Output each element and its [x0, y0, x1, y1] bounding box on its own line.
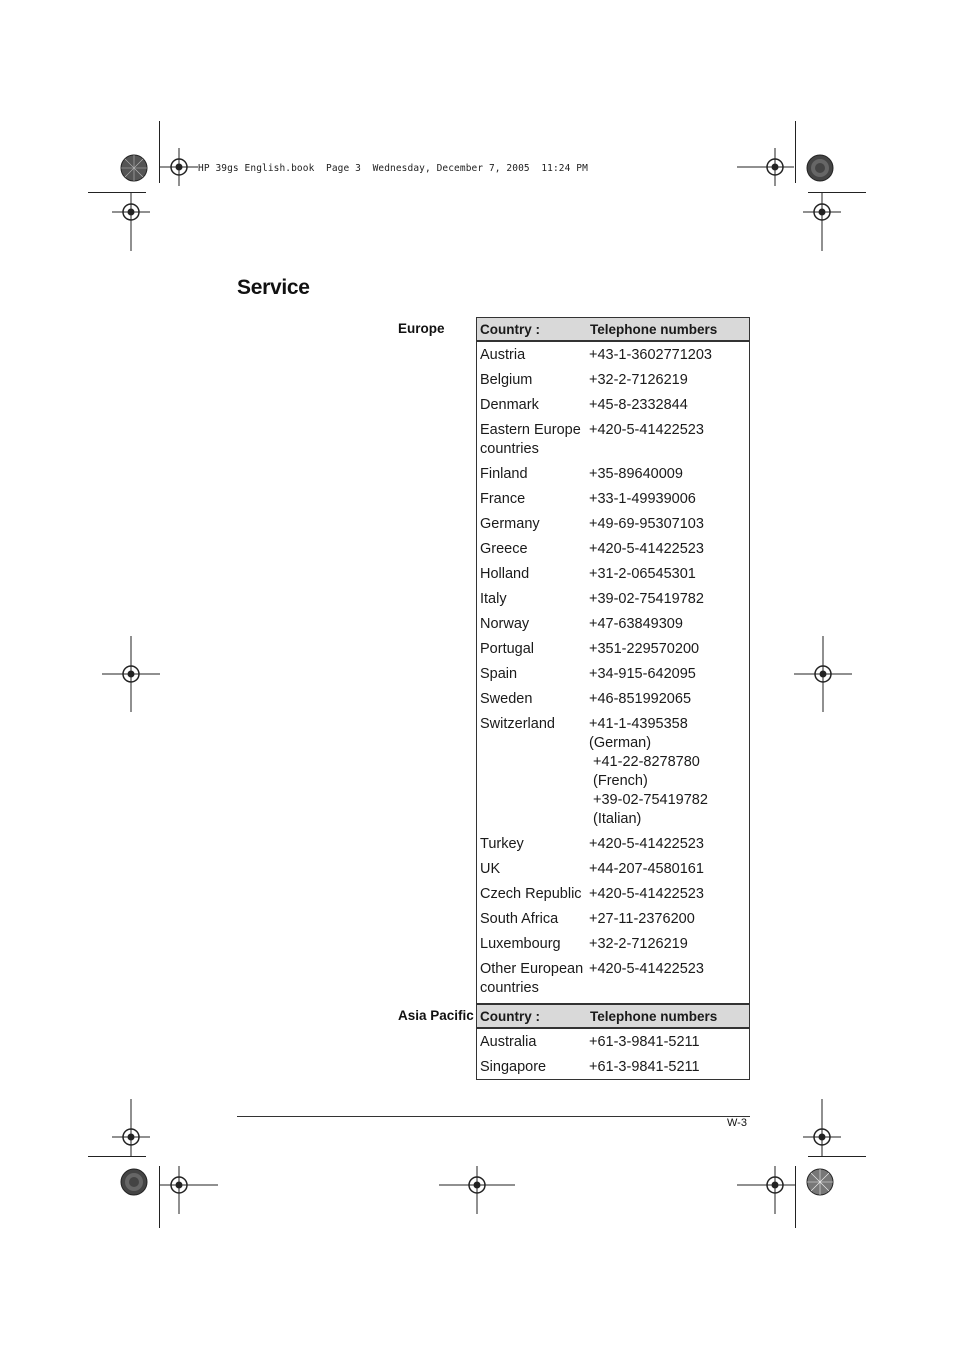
- country-cell: Greece: [480, 541, 528, 557]
- phone-cell: +47-63849309: [589, 616, 683, 632]
- country-cell: UK: [480, 861, 501, 877]
- country-cell: Turkey: [480, 836, 524, 852]
- table-row: [477, 465, 749, 490]
- registration-target-icon: [102, 636, 160, 712]
- phone-cell: +43-1-3602771203: [589, 347, 712, 363]
- country-cell: Portugal: [480, 641, 535, 657]
- country-cell: Austria: [480, 347, 526, 363]
- phone-cell: +39-02-75419782: [589, 591, 704, 607]
- registration-target-icon: [737, 1166, 795, 1214]
- country-cell: Sweden: [480, 691, 533, 707]
- country-cell: Belgium: [480, 372, 533, 388]
- registration-target-icon: [160, 1166, 218, 1214]
- table-row: [477, 1058, 749, 1083]
- phone-cell: +27-11-2376200: [589, 911, 695, 927]
- table-row: [477, 1033, 749, 1058]
- registration-target-icon: [803, 1099, 841, 1157]
- country-cell: Denmark: [480, 397, 539, 413]
- phone-cell: +32-2-7126219: [589, 372, 688, 388]
- color-disc-icon: [806, 154, 834, 182]
- registration-target-icon: [439, 1166, 515, 1214]
- table-row: [477, 910, 749, 935]
- phone-cell: +44-207-4580161: [589, 861, 704, 877]
- header-phone: Telephone numbers: [590, 322, 718, 337]
- phone-cell: +61-3-9841-5211: [589, 1034, 700, 1050]
- registration-target-icon: [756, 148, 794, 186]
- table-row: [477, 421, 749, 465]
- header-country: Country :: [480, 1009, 540, 1024]
- country-cell: France: [480, 491, 526, 507]
- table-row: [477, 540, 749, 565]
- header-phone: Telephone numbers: [590, 1009, 718, 1024]
- country-cell: Singapore: [480, 1059, 547, 1075]
- table-row: [477, 690, 749, 715]
- table-row: [477, 565, 749, 590]
- phone-cell: +45-8-2332844: [589, 397, 688, 413]
- country-cell: Finland: [480, 466, 528, 482]
- table-row: [477, 371, 749, 396]
- page-number: W-3: [727, 1117, 747, 1129]
- table-row: [477, 490, 749, 515]
- phone-cell: +31-2-06545301: [589, 566, 696, 582]
- table-row: [477, 860, 749, 885]
- table-row: [477, 590, 749, 615]
- europe-table: [476, 317, 750, 1004]
- registration-target-icon: [737, 148, 757, 186]
- table-header: [477, 1005, 749, 1028]
- phone-cell: +34-915-642095: [589, 666, 696, 682]
- europe-rows: [477, 346, 749, 1004]
- color-disc-icon: [120, 154, 148, 182]
- country-cell: Other European countries: [480, 961, 584, 996]
- region-label-asia-pacific: Asia Pacific: [398, 1008, 474, 1023]
- phone-cell: +420-5-41422523: [589, 961, 704, 977]
- phone-cell: +41-1-4395358 (German) +41-22-8278780 (French) +39-02-75419782 (Italian): [589, 716, 708, 827]
- table-row: [477, 615, 749, 640]
- header-country: Country :: [480, 322, 540, 337]
- country-cell: Australia: [480, 1034, 537, 1050]
- asia-pacific-rows: [477, 1033, 749, 1083]
- country-cell: Eastern Europe countries: [480, 422, 581, 457]
- table-row: [477, 640, 749, 665]
- region-label-europe: Europe: [398, 321, 445, 336]
- table-row: [477, 715, 749, 835]
- phone-cell: +33-1-49939006: [589, 491, 696, 507]
- phone-cell: +420-5-41422523: [589, 422, 704, 438]
- phone-cell: +32-2-7126219: [589, 936, 688, 952]
- table-header: [477, 318, 749, 341]
- phone-cell: +61-3-9841-5211: [589, 1059, 700, 1075]
- registration-target-icon: [160, 148, 198, 186]
- table-row: [477, 960, 749, 1004]
- registration-target-icon: [439, 1185, 440, 1186]
- registration-target-icon: [112, 1099, 150, 1157]
- table-row: [477, 515, 749, 540]
- country-cell: Italy: [480, 591, 507, 607]
- table-row: [477, 835, 749, 860]
- phone-cell: +46-851992065: [589, 691, 692, 707]
- table-row: [477, 935, 749, 960]
- print-header: HP 39gs English.book Page 3 Wednesday, December 7, 2005 11:24 PM: [198, 163, 588, 174]
- color-disc-icon: [120, 1168, 148, 1196]
- country-cell: Germany: [480, 516, 540, 532]
- registration-target-icon: [112, 193, 150, 251]
- footer-rule: [237, 1116, 750, 1117]
- table-row: [477, 665, 749, 690]
- page-title: Service: [237, 276, 310, 299]
- country-cell: Luxembourg: [480, 936, 561, 952]
- color-disc-icon: [806, 1168, 834, 1196]
- phone-cell: +35-89640009: [589, 466, 683, 482]
- table-row: [477, 885, 749, 910]
- table-row: [477, 346, 749, 371]
- registration-target-icon: [803, 193, 841, 251]
- asia-pacific-table: [476, 1004, 750, 1080]
- phone-cell: +420-5-41422523: [589, 886, 704, 902]
- country-cell: Spain: [480, 666, 518, 682]
- phone-cell: +351-229570200: [589, 641, 700, 657]
- country-cell: Czech Republic: [480, 886, 582, 902]
- country-cell: Norway: [480, 616, 530, 632]
- table-row: [477, 396, 749, 421]
- registration-target-icon: [794, 636, 852, 712]
- country-cell: Switzerland: [480, 716, 555, 732]
- country-cell: Holland: [480, 566, 530, 582]
- country-cell: South Africa: [480, 911, 559, 927]
- phone-cell: +420-5-41422523: [589, 836, 704, 852]
- phone-cell: +49-69-95307103: [589, 516, 704, 532]
- phone-cell: +420-5-41422523: [589, 541, 704, 557]
